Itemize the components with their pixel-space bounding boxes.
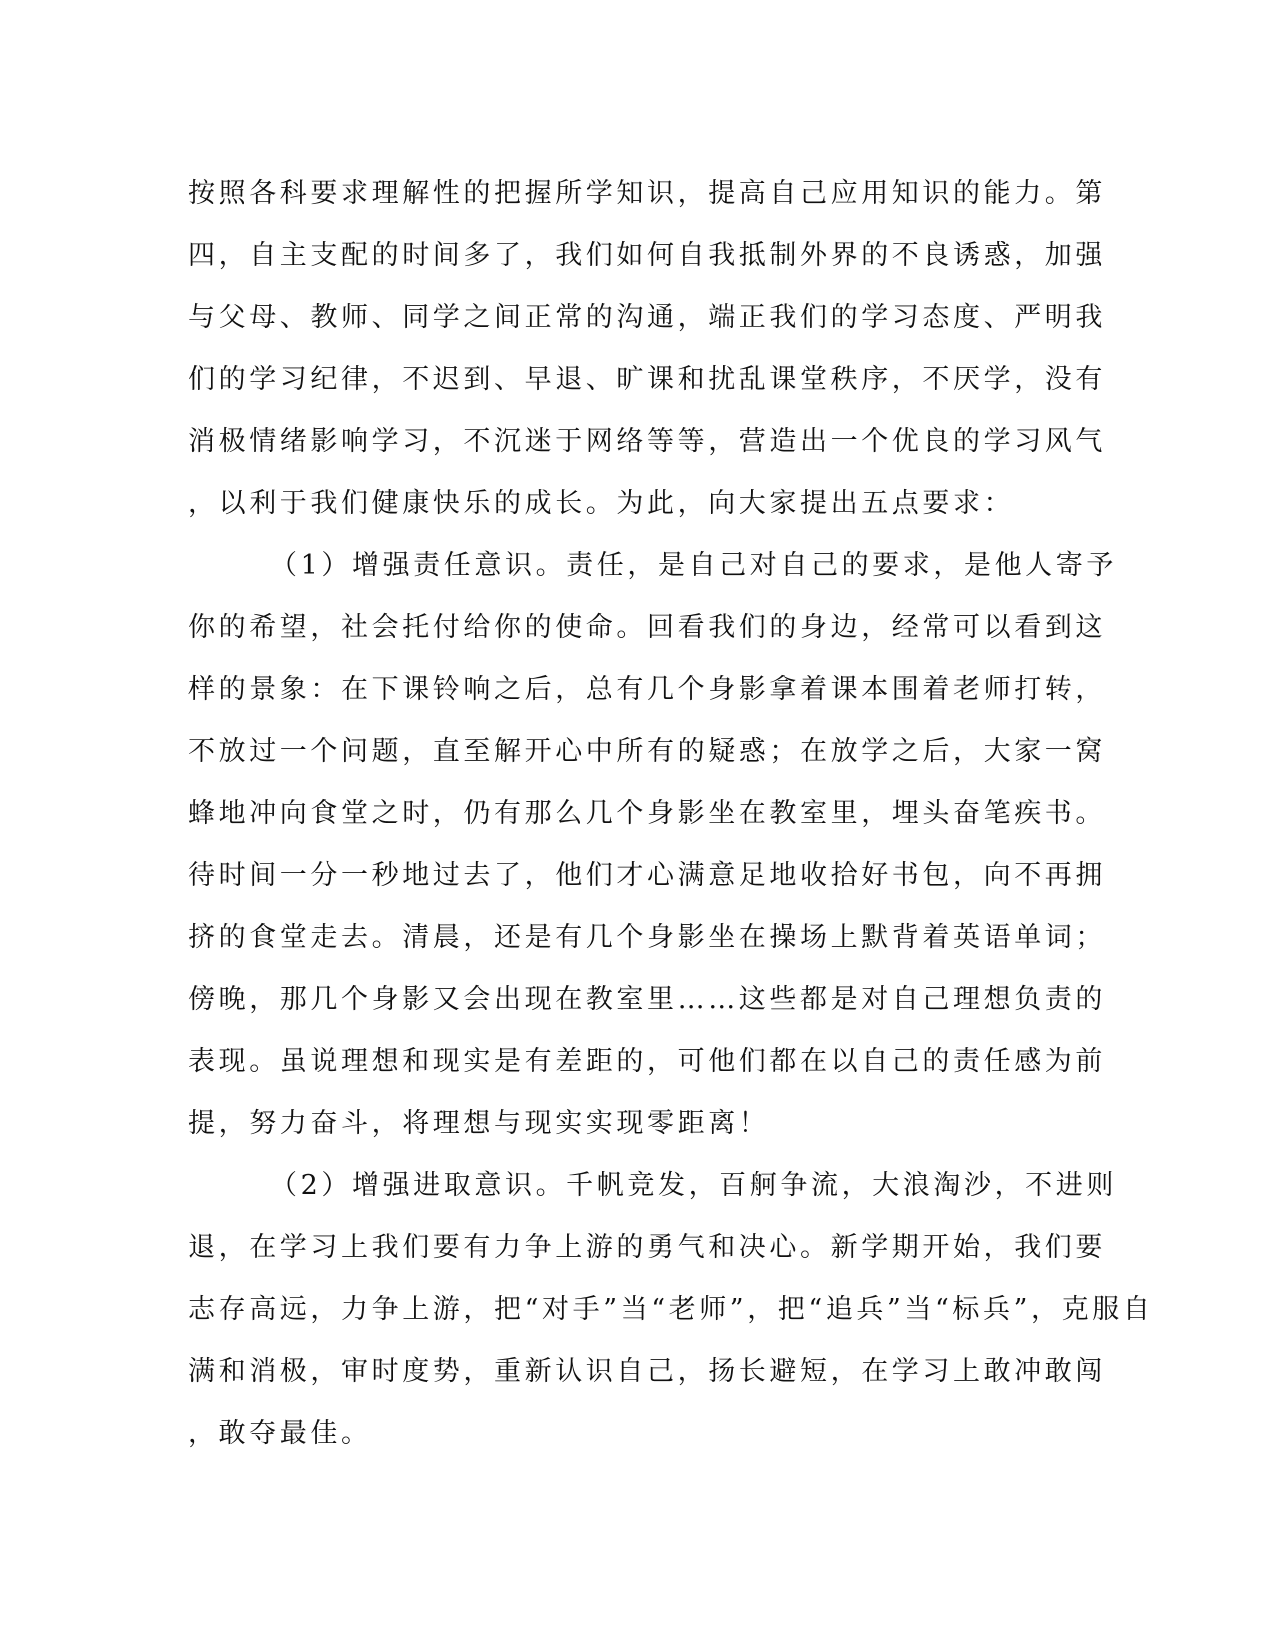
text-line: 提，努力奋斗，将理想与现实实现零距离！ [188,1108,770,1139]
text-line: 傍晚，那几个身影又会出现在教室里……这些都是对自己理想负责的 [188,984,1106,1015]
text-line: 消极情绪影响学习，不沉迷于网络等等，营造出一个优良的学习风气 [188,426,1106,457]
text-line: 四，自主支配的时间多了，我们如何自我抵制外界的不良诱惑，加强 [188,240,1106,271]
paragraph-first-line: （1）增强责任意识。责任，是自己对自己的要求，是他人寄予 [270,550,1117,581]
paragraph-first-line: （2）增强进取意识。千帆竞发，百舸争流，大浪淘沙，不进则 [270,1170,1117,1201]
text-line: 样的景象：在下课铃响之后，总有几个身影拿着课本围着老师打转， [188,674,1106,705]
text-line: 蜂地冲向食堂之时，仍有那么几个身影坐在教室里，埋头奋笔疾书。 [188,798,1106,829]
text-line: 表现。虽说理想和现实是有差距的，可他们都在以自己的责任感为前 [188,1046,1106,1077]
text-line: 满和消极，审时度势，重新认识自己，扬长避短，在学习上敢冲敢闯 [188,1356,1106,1387]
text-line: 挤的食堂走去。清晨，还是有几个身影坐在操场上默背着英语单词； [188,922,1106,953]
text-line: ，以利于我们健康快乐的成长。为此，向大家提出五点要求： [188,488,1015,519]
text-line: 与父母、教师、同学之间正常的沟通，端正我们的学习态度、严明我 [188,302,1106,333]
text-line: 们的学习纪律，不迟到、早退、旷课和扰乱课堂秩序，不厌学，没有 [188,364,1106,395]
text-line: 按照各科要求理解性的把握所学知识，提高自己应用知识的能力。第 [188,178,1106,209]
text-line: 退，在学习上我们要有力争上游的勇气和决心。新学期开始，我们要 [188,1232,1106,1263]
text-line: 不放过一个问题，直至解开心中所有的疑惑；在放学之后，大家一窝 [188,736,1106,767]
text-line: 你的希望，社会托付给你的使命。回看我们的身边，经常可以看到这 [188,612,1106,643]
document-body [188,163,1154,1465]
text-line: ，敢夺最佳。 [188,1418,372,1449]
text-line: 志存高远，力争上游，把“对手”当“老师”，把“追兵”当“标兵”，克服自 [188,1294,1154,1325]
text-line: 待时间一分一秒地过去了，他们才心满意足地收拾好书包，向不再拥 [188,860,1106,891]
